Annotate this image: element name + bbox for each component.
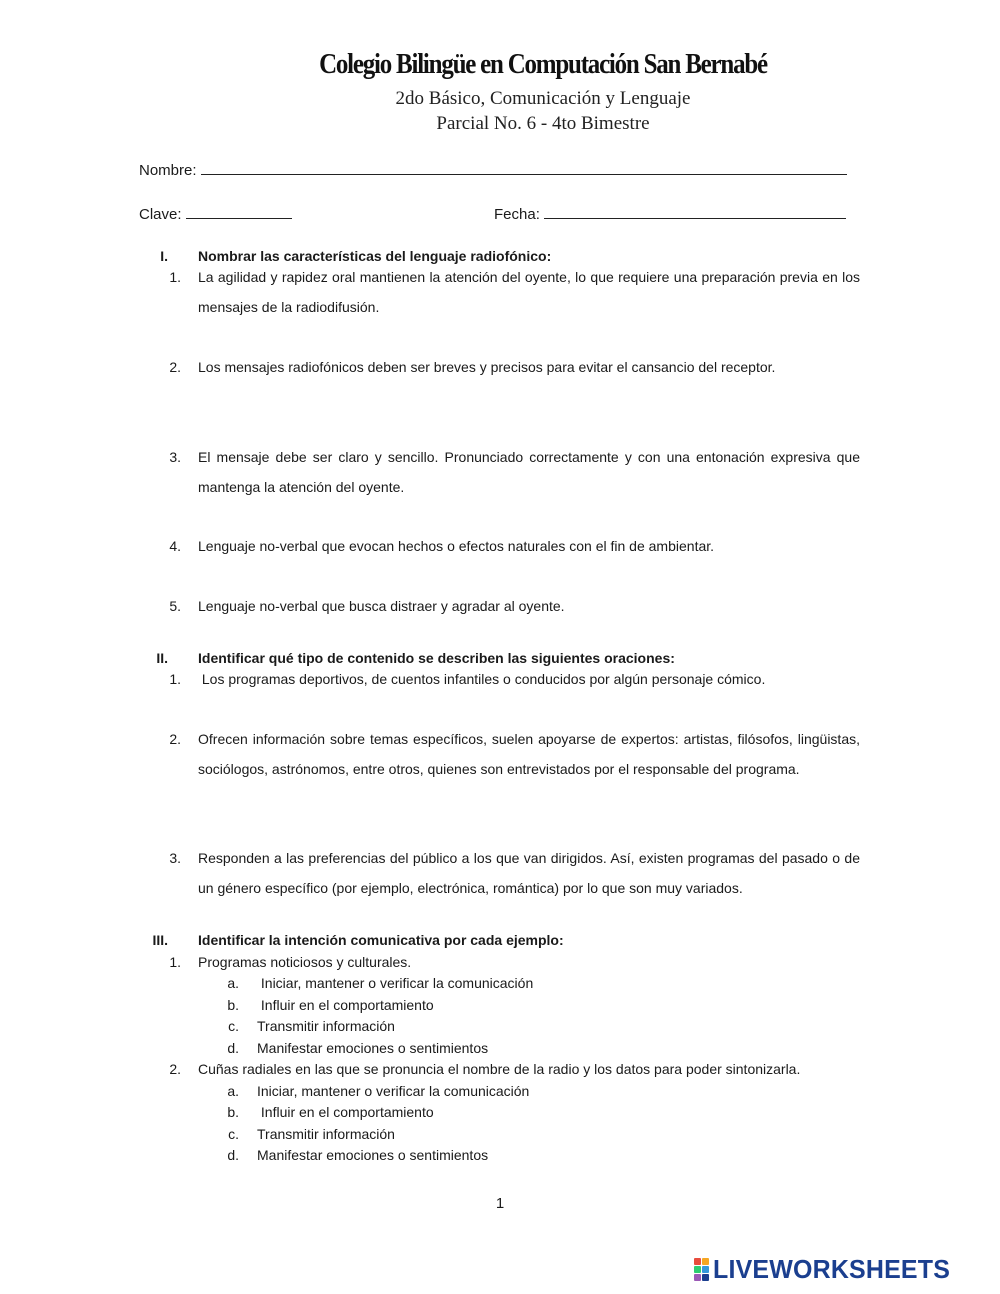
- name-blank[interactable]: [201, 160, 847, 175]
- section-title: Identificar qué tipo de contenido se describen las siguientes oraciones:: [198, 650, 675, 666]
- item-text: Ofrecen información sobre temas específicos, suelen apoyarse de expertos: artistas, filósofos, lingüistas, sociólogos, astrónomos, entre otros, quienes son entrevistados por el responsable del programa.: [198, 731, 860, 777]
- item-text: Los mensajes radiofónicos deben ser breves y precisos para evitar el cansancio del receptor.: [198, 359, 776, 375]
- section-title: Nombrar las características del lenguaje radiofónico:: [198, 248, 552, 264]
- liveworksheets-logo[interactable]: [694, 1253, 960, 1284]
- item-text: El mensaje debe ser claro y sencillo. Pronunciado correctamente y con una entonación expresiva que mantenga la atención del oyente.: [198, 449, 860, 495]
- item-text: Lenguaje no-verbal que busca distraer y agradar al oyente.: [198, 598, 565, 614]
- option-letter: c.: [228, 1126, 239, 1142]
- option-text: Manifestar emociones o sentimientos: [257, 1147, 489, 1163]
- clave-blank[interactable]: [186, 204, 292, 219]
- name-field: [139, 160, 847, 179]
- logo-square: [702, 1274, 709, 1281]
- item-number: 3.: [169, 850, 181, 866]
- page-number: 1: [495, 1195, 505, 1212]
- item-number: 2.: [169, 731, 181, 747]
- logo-square: [694, 1258, 701, 1265]
- list-item: [0, 442, 1000, 502]
- option-text: Influir en el comportamiento: [257, 997, 434, 1013]
- item-text: Cuñas radiales en las que se pronuncia el nombre de la radio y los datos para poder sintonizarla.: [198, 1061, 801, 1077]
- option-letter: a.: [227, 1083, 239, 1099]
- option-letter: b.: [227, 1104, 239, 1120]
- list-item: [0, 664, 1000, 694]
- logo-square: [702, 1258, 709, 1265]
- fecha-field: [494, 204, 846, 223]
- fecha-label: Fecha:: [494, 206, 540, 223]
- clave-field: [139, 204, 292, 223]
- course-subtitle: 2do Básico, Comunicación y Lenguaje: [395, 88, 691, 109]
- item-number: 1.: [169, 954, 181, 970]
- logo-square: [694, 1266, 701, 1273]
- item-number: 2.: [169, 359, 181, 375]
- option-text: Iniciar, mantener o verificar la comunicación: [257, 975, 534, 991]
- option-letter: d.: [227, 1147, 239, 1163]
- logo-text: LIVEWORKSHEETS: [713, 1253, 951, 1284]
- option-letter: a.: [227, 975, 239, 991]
- fecha-blank[interactable]: [544, 204, 846, 219]
- option-letter: d.: [227, 1040, 239, 1056]
- option-text: Transmitir información: [257, 1126, 395, 1142]
- option-text: Manifestar emociones o sentimientos: [257, 1040, 489, 1056]
- item-text: Responden a las preferencias del público a los que van dirigidos. Así, existen programas del pasado o de un género específico (por ejemplo, electrónica, romántica) por lo que son muy variados.: [198, 850, 860, 896]
- section-numeral: II.: [156, 650, 168, 666]
- clave-label: Clave:: [139, 206, 182, 223]
- item-text: Programas noticiosos y culturales.: [198, 954, 412, 970]
- section-numeral: III.: [152, 932, 168, 948]
- section-title: Identificar la intención comunicativa por cada ejemplo:: [198, 932, 564, 948]
- name-label: Nombre:: [139, 162, 197, 179]
- exam-subtitle: Parcial No. 6 - 4to Bimestre: [436, 113, 650, 134]
- item-text: Lenguaje no-verbal que evocan hechos o efectos naturales con el fin de ambientar.: [198, 538, 715, 554]
- logo-square: [694, 1274, 701, 1281]
- item-number: 5.: [169, 598, 181, 614]
- item-number: 2.: [169, 1061, 181, 1077]
- section-numeral: I.: [160, 248, 168, 264]
- list-item: [0, 262, 1000, 322]
- item-number: 3.: [169, 449, 181, 465]
- list-item: [0, 843, 1000, 903]
- option-text: Influir en el comportamiento: [257, 1104, 434, 1120]
- list-item: [0, 352, 1000, 382]
- option-letter: c.: [228, 1018, 239, 1034]
- item-number: 1.: [169, 671, 181, 687]
- item-number: 4.: [169, 538, 181, 554]
- list-item: [0, 724, 1000, 784]
- option-letter: b.: [227, 997, 239, 1013]
- logo-square: [702, 1266, 709, 1273]
- logo-mark-icon: [694, 1258, 709, 1281]
- option-text: Iniciar, mantener o verificar la comunicación: [257, 1083, 530, 1099]
- list-item: [0, 531, 1000, 561]
- list-item: [0, 591, 1000, 621]
- item-number: 1.: [169, 269, 181, 285]
- school-name: Colegio Bilingüe en Computación San Bernabé: [319, 48, 767, 80]
- item-text: La agilidad y rapidez oral mantienen la atención del oyente, lo que requiere una preparación previa en los mensajes de la radiodifusión.: [198, 269, 860, 315]
- option-text: Transmitir información: [257, 1018, 395, 1034]
- item-text: Los programas deportivos, de cuentos infantiles o conducidos por algún personaje cómico.: [198, 671, 766, 687]
